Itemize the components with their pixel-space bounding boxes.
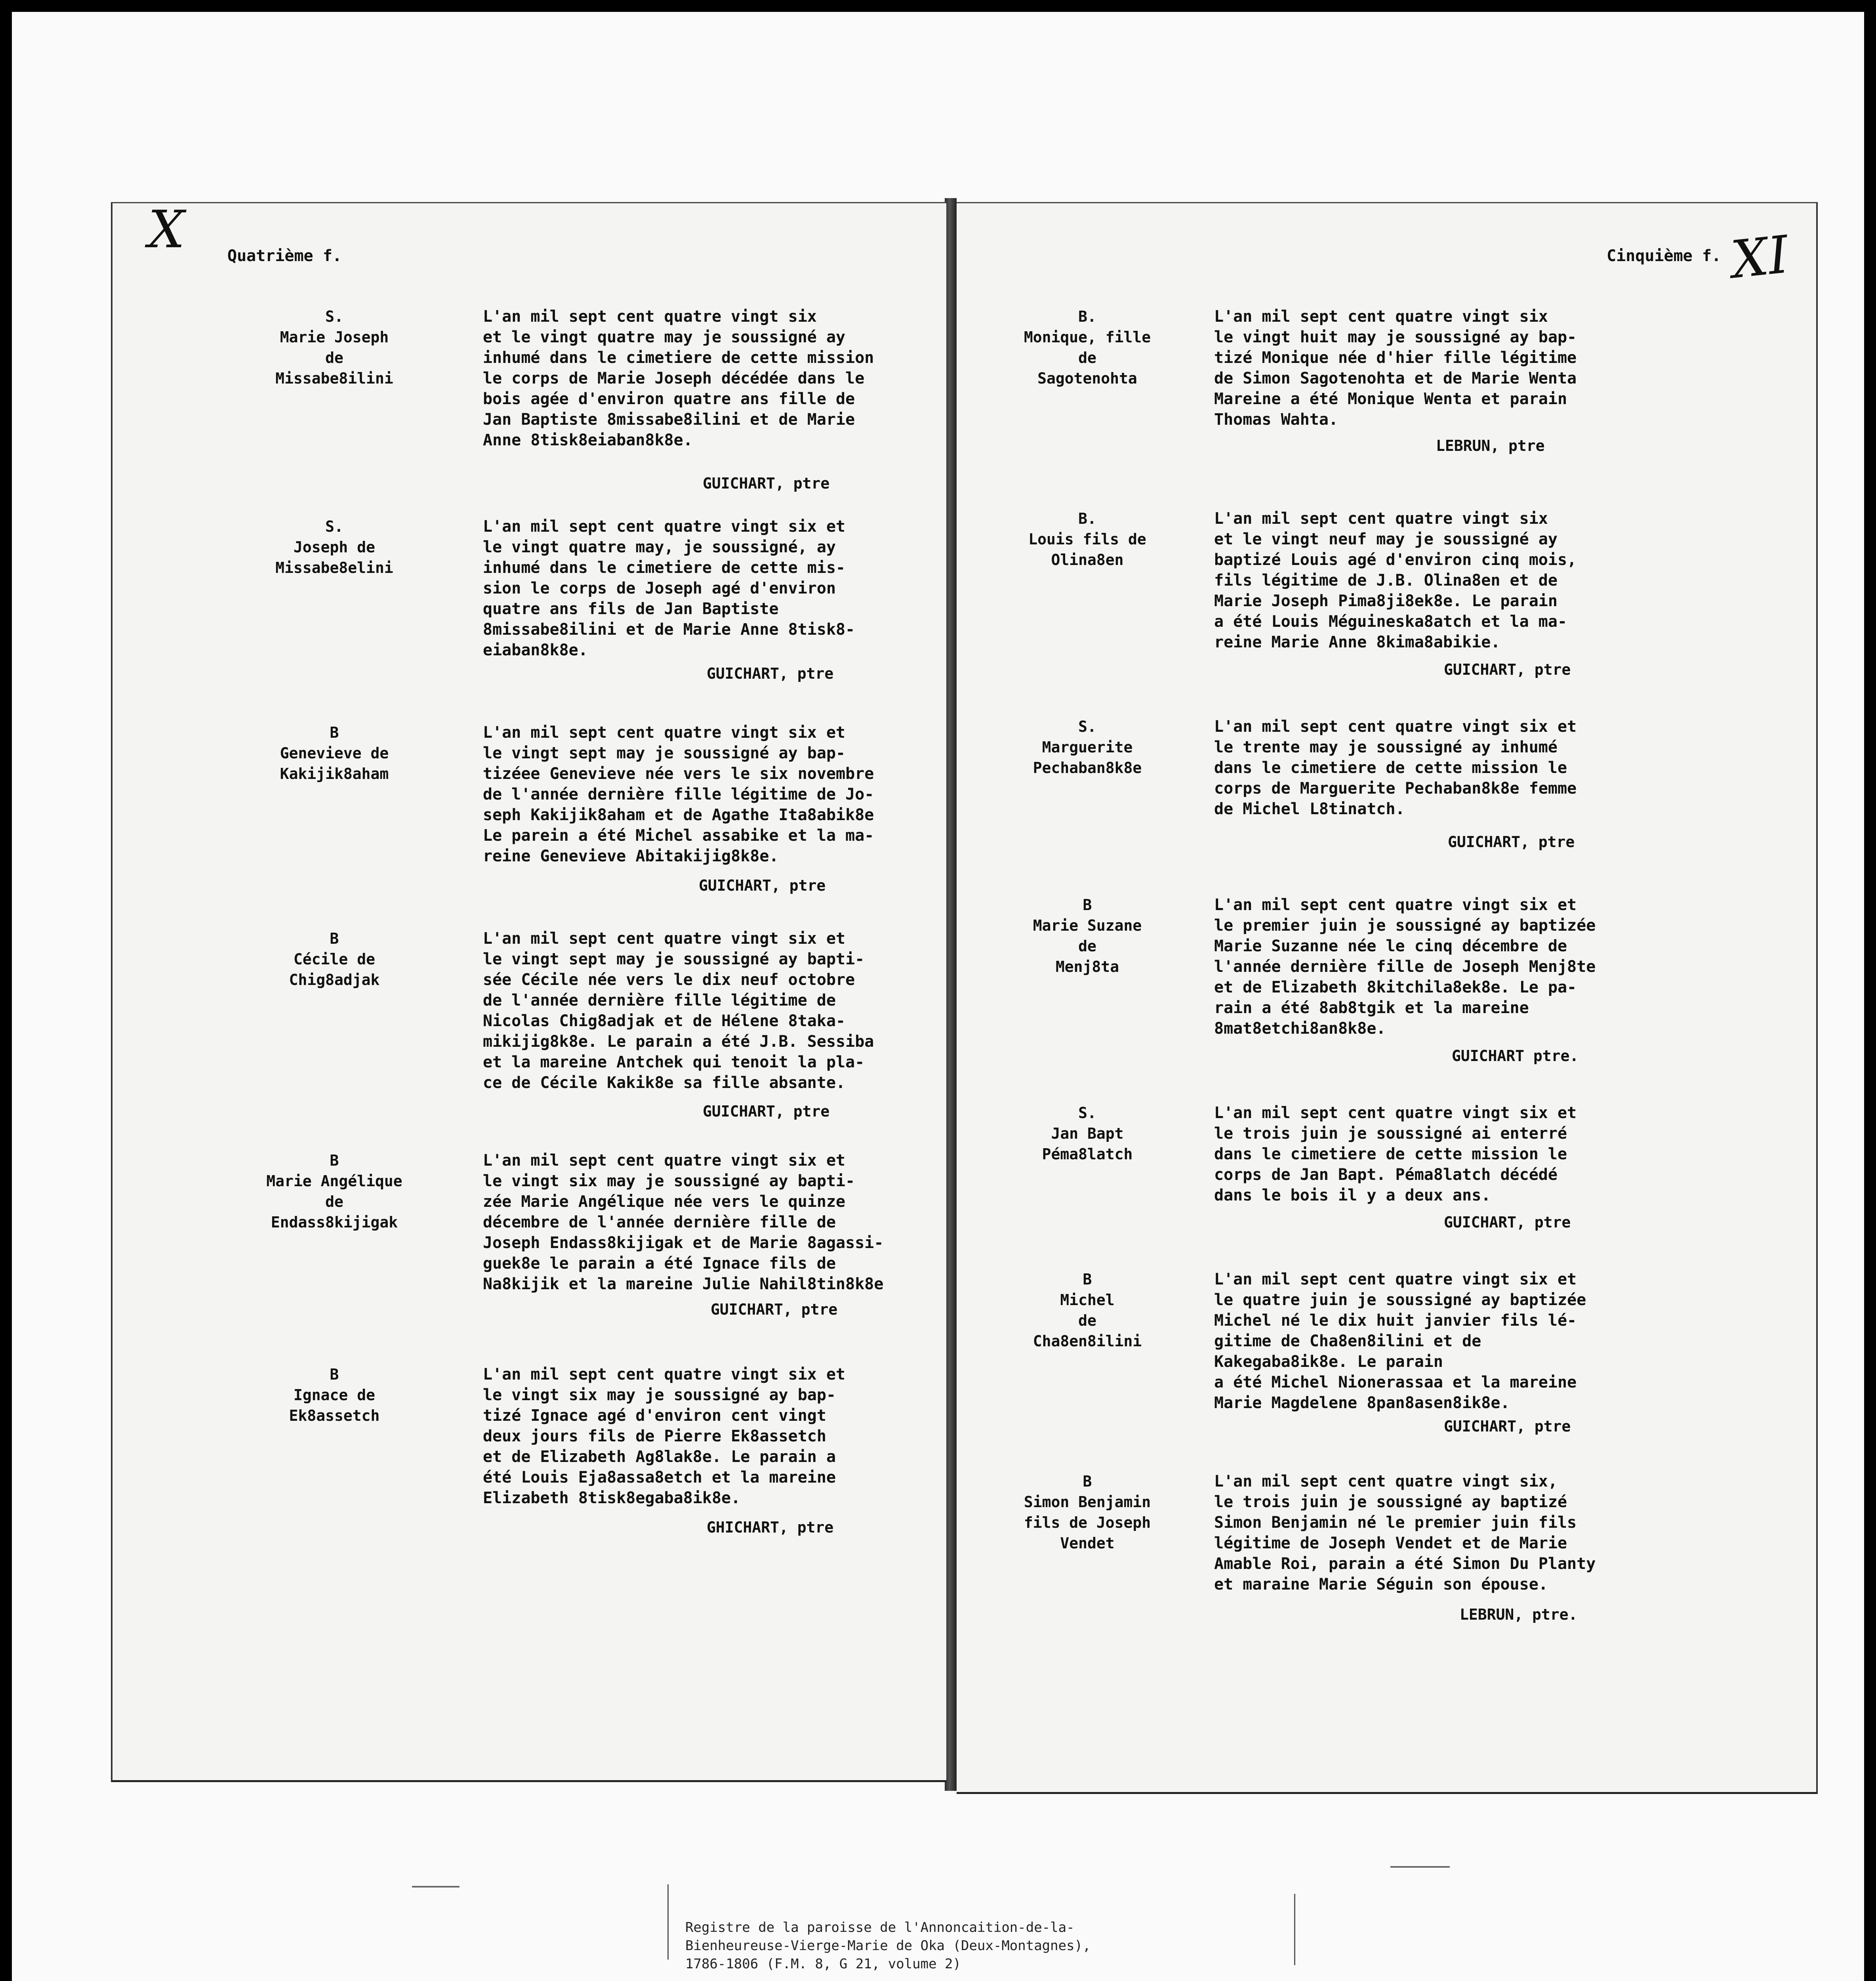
- microfilm-caption: [685, 1882, 1240, 1981]
- entry-body-text: L'an mil sept cent quatre vingt six et le vingt quatre may, je soussigné, ay inhumé dans le cimetiere de cette mis- sion le corps de Joseph agé d'environ quatre ans fils de Jan Baptiste 8missabe8ilini et de Marie Anne 8tisk8- eiaban8k8e.: [483, 517, 855, 659]
- book-spine: [945, 198, 957, 1791]
- register-entry: [957, 508, 1816, 706]
- entry-signature: GUICHART, ptre: [707, 665, 834, 682]
- entry-margin-name: B Marie Suzane de Menj8ta: [1033, 896, 1142, 975]
- right-page: [957, 202, 1818, 1794]
- entry-body-text: L'an mil sept cent quatre vingt six le vingt huit may je soussigné ay bap- tizé Monique née d'hier fille légitime de Simon Sagotenohta et de Marie Wenta Mareine a été Monique Wenta et parain Thomas Wahta.: [1214, 307, 1577, 429]
- entry-body-text: L'an mil sept cent quatre vingt six, le trois juin je soussigné ay baptizé Simon Benjamin né le premier juin fils légitime de Joseph Vendet et de Marie Amable Roi, parain a été Simon Du Planty et maraine Marie Séguin son épouse.: [1214, 1472, 1596, 1594]
- archive-label: [12, 1842, 1864, 1981]
- entry-margin-name: B Genevieve de Kakijik8aham: [280, 724, 389, 782]
- entry-body-text: L'an mil sept cent quatre vingt six et le vingt six may je soussigné ay bapti- zée Marie Angélique née vers le quinze décembre de l'année dernière fille de Joseph Endass8kijigak et de Marie 8agassi- guek8e le parain a été Ignace fils de Na8kijik et la mareine Julie Nahil8tin8k8e: [483, 1151, 884, 1293]
- entry-body-text: L'an mil sept cent quatre vingt six et le premier juin je soussigné ay baptizée Marie Suzanne née le cinq décembre de l'année dernière fille de Joseph Menj8te et de Elizabeth 8kitchila8ek8e. Le pa- rain a été 8ab8tgik et la mareine 8mat8etchi8an8k8e.: [1214, 896, 1596, 1038]
- entry-body-text: L'an mil sept cent quatre vingt six et le trente may je soussigné ay inhumé dans le cimetiere de cette mission le corps de Marguerite Pechaban8k8e femme de Michel L8tinatch.: [1214, 718, 1577, 818]
- register-entry: [957, 306, 1816, 481]
- registration-mark: [412, 1886, 459, 1887]
- register-entry: [112, 722, 946, 928]
- register-entry: [112, 1364, 946, 1562]
- entry-margin-name: B Michel de Cha8en8ilini: [1033, 1271, 1142, 1350]
- microfilm-frame: [12, 12, 1864, 1981]
- entry-signature: GUICHART ptre.: [1452, 1047, 1579, 1065]
- entry-signature: GUICHART, ptre: [1448, 833, 1575, 851]
- entry-signature: GUICHART, ptre: [1444, 661, 1571, 678]
- right-page-header: Cinquième f.: [1607, 247, 1721, 265]
- register-entry: [957, 895, 1816, 1093]
- left-page: [111, 202, 946, 1782]
- entry-signature: GHICHART, ptre: [707, 1519, 834, 1536]
- right-page-roman-numeral: XI: [1728, 224, 1792, 290]
- entry-body-text: L'an mil sept cent quatre vingt six et le vingt sept may je soussigné ay bapti- sée Cécile née vers le dix neuf octobre de l'année dernière fille légitime de Nicolas Chig8adjak et de Hélene 8taka- mikijig8k8e. Le parain a été J.B. Sessiba et la mareine Antchek qui tenoit la pla- ce de Cécile Kakik8e sa fille absante.: [483, 929, 874, 1092]
- caption-text: Registre de la paroisse de l'Annoncaition-de-la- Bienheureuse-Vierge-Marie de Oka (Deux-Montagnes), 1786-1806 (F.M. 8, G 21, volume 2): [685, 1920, 1091, 1972]
- register-entry: [957, 1269, 1816, 1451]
- entry-margin-name: B. Louis fils de Olina8en: [1028, 510, 1146, 569]
- entry-signature: GUICHART, ptre: [1444, 1418, 1571, 1435]
- left-page-roman-numeral: X: [148, 202, 185, 260]
- entry-signature: GUICHART, ptre: [703, 1103, 830, 1120]
- entry-signature: GUICHART, ptre: [699, 877, 826, 894]
- left-page-header: Quatrième f.: [227, 247, 342, 265]
- entry-margin-name: B Marie Angélique de Endass8kijigak: [266, 1152, 402, 1231]
- caption-bracket-left: [667, 1884, 672, 1960]
- register-entry: [112, 306, 946, 520]
- entry-margin-name: B Cécile de Chig8adjak: [289, 930, 380, 989]
- register-entry: [957, 1471, 1816, 1637]
- caption-bracket-right: [1291, 1894, 1295, 1965]
- entry-margin-name: B. Monique, fille de Sagotenohta: [1024, 308, 1151, 387]
- entry-margin-name: B Simon Benjamin fils de Joseph Vendet: [1024, 1473, 1151, 1552]
- entry-signature: GUICHART, ptre: [711, 1301, 838, 1318]
- register-entry: [112, 1150, 946, 1356]
- entry-margin-name: B Ignace de Ek8assetch: [289, 1366, 380, 1424]
- register-entry: [112, 928, 946, 1142]
- entry-margin-name: S. Marie Joseph de Missabe8ilini: [275, 308, 393, 387]
- entry-body-text: L'an mil sept cent quatre vingt six et le trois juin je soussigné ai enterré dans le cimetiere de cette mission le corps de Jan Bapt. Péma8latch décédé dans le bois il y a deux ans.: [1214, 1104, 1577, 1204]
- register-entry: [957, 716, 1816, 883]
- register-entry: [112, 516, 946, 714]
- entry-margin-name: S. Marguerite Pechaban8k8e: [1033, 718, 1142, 777]
- entry-body-text: L'an mil sept cent quatre vingt six et le vingt quatre may je soussigné ay inhumé dans le cimetiere de cette mission le corps de Marie Joseph décédée dans le bois agée d'environ quatre ans fille de Jan Baptiste 8missabe8ilini et de Marie Anne 8tisk8eiaban8k8e.: [483, 307, 874, 449]
- entry-signature: LEBRUN, ptre: [1436, 437, 1545, 454]
- entry-body-text: L'an mil sept cent quatre vingt six et le quatre juin je soussigné ay baptizée Michel né le dix huit janvier fils lé- gitime de Cha8en8ilini et de Kakegaba8ik8e. Le parain a été Michel Nionerassaa et la mareine Marie Magdelene 8pan8asen8ik8e.: [1214, 1270, 1586, 1412]
- register-entry: [957, 1103, 1816, 1269]
- registration-mark: [1390, 1866, 1450, 1868]
- entry-margin-name: S. Jan Bapt Péma8latch: [1042, 1104, 1133, 1163]
- entry-body-text: L'an mil sept cent quatre vingt six et le vingt six may je soussigné ay bap- tizé Ignace agé d'environ cent vingt deux jours fils de Pierre Ek8assetch et de Elizabeth Ag8lak8e. Le parain a été Louis Eja8assa8etch et la mareine Elizabeth 8tisk8egaba8ik8e.: [483, 1365, 846, 1507]
- entry-body-text: L'an mil sept cent quatre vingt six et le vingt sept may je soussigné ay bap- tizéee Genevieve née vers le six novembre de l'année dernière fille légitime de Jo- seph Kakijik8aham et de Agathe Ita8abik8e Le parein a été Michel assabike et la ma- reine Genevieve Abitakijig8k8e.: [483, 723, 874, 865]
- entry-margin-name: S. Joseph de Missabe8elini: [275, 518, 393, 576]
- entry-body-text: L'an mil sept cent quatre vingt six et le vingt neuf may je soussigné ay baptizé Louis agé d'environ cinq mois, fils légitime de J.B. Olina8en et de Marie Joseph Pima8ji8ek8e. Le parain a été Louis Méguineska8atch et la ma- reine Marie Anne 8kima8abikie.: [1214, 510, 1577, 651]
- entry-signature: GUICHART, ptre: [1444, 1214, 1571, 1231]
- entry-signature: GUICHART, ptre: [703, 475, 830, 492]
- entry-signature: LEBRUN, ptre.: [1460, 1606, 1578, 1623]
